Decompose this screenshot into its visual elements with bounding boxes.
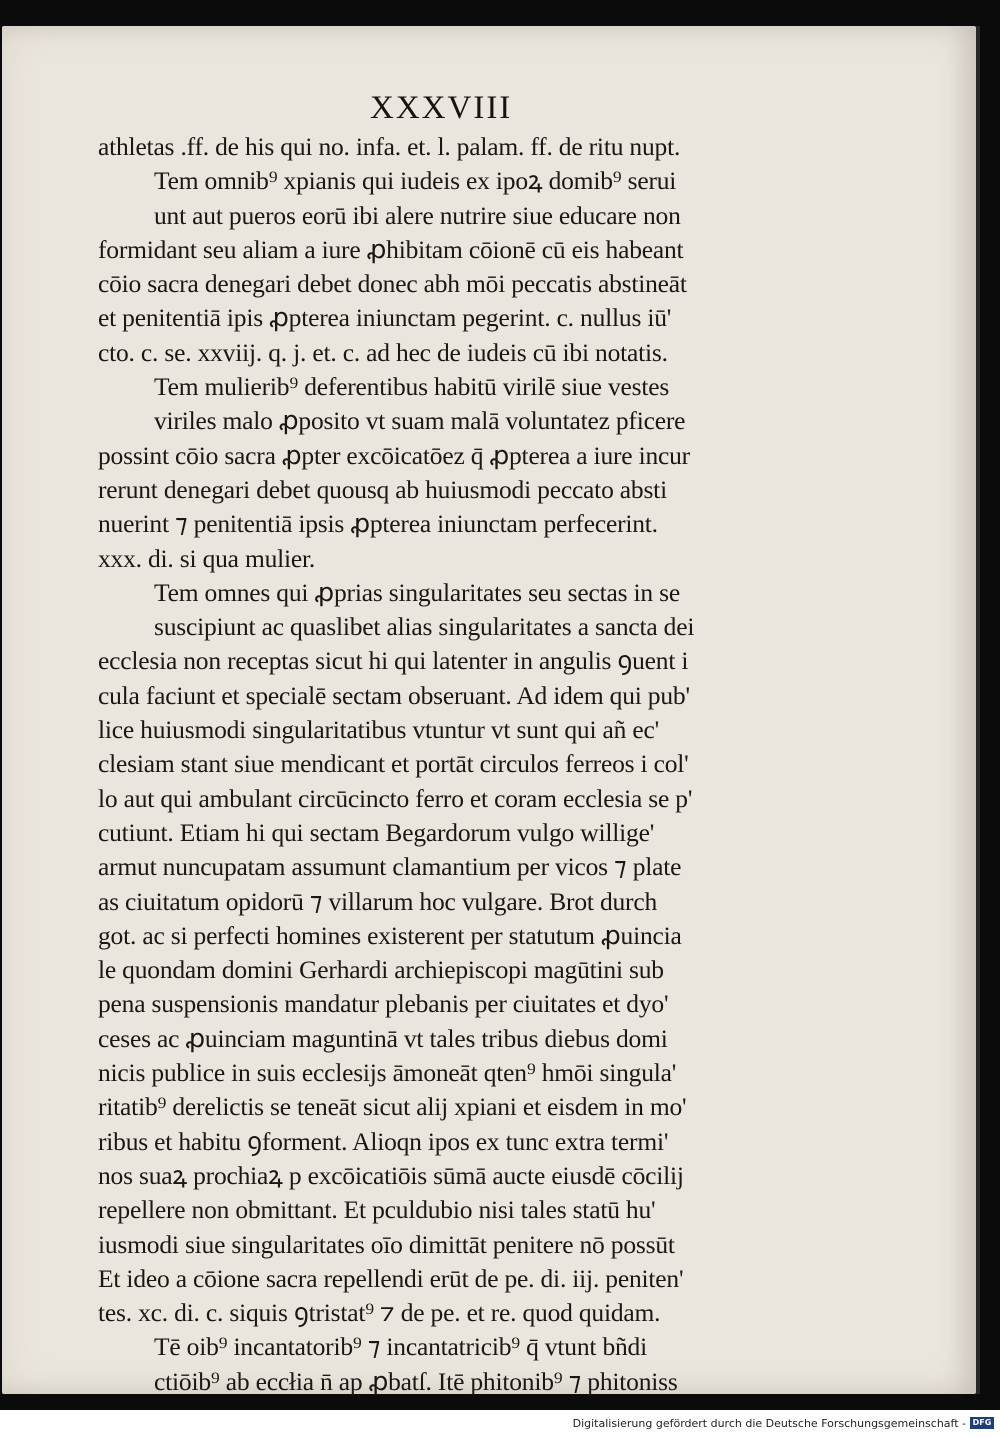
text-line: repellere non obmittant. Et pculdubio nisi tales statū hu'	[98, 1195, 656, 1225]
text-line: Tem omnib⁹ xpianis qui iudeis ex ipoꝝ domib⁹ serui	[154, 166, 677, 196]
text-line: Tē oib⁹ incantatorib⁹ ⁊ incantatricib⁹ q̄ vtunt bñdi	[154, 1332, 647, 1362]
text-line: formidant seu aliam a iure ꝓhibitam cōionē cū eis habeant	[98, 234, 684, 264]
text-line: le quondam domini Gerhardi archiepiscopi magūtini sub	[98, 955, 664, 985]
text-line: tes. xc. di. c. siquis ꝯtristat⁹ ⁊ de pe. et re. quod quidam.	[98, 1298, 661, 1328]
text-line: suscipiunt ac quaslibet alias singularitates a sancta dei	[154, 612, 695, 642]
text-line: et penitentiā ipis ꝓpterea iniunctam pegerint. c. nullus iū'	[98, 303, 672, 333]
text-line: cōio sacra denegari debet donec abh mōi peccatis abstineāt	[98, 269, 687, 299]
text-line: nicis publice in suis ecclesijs āmoneāt qten⁹ hmōi singula'	[98, 1058, 677, 1088]
text-line: possint cōio sacra ꝓpter excōicatōez q̄ ꝓpterea a iure incur	[98, 440, 690, 470]
funding-notice: Digitalisierung gefördert durch die Deutsche Forschungsgemeinschaft -	[572, 1417, 966, 1430]
text-line: unt aut pueros eorū ibi alere nutrire siue educare non	[154, 200, 681, 230]
text-line: cto. c. se. xxviij. q. j. et. c. ad hec de iudeis cū ibi notatis.	[98, 337, 668, 367]
text-line: xxx. di. si qua mulier.	[98, 543, 316, 573]
text-line: nos suaꝝ prochiaꝝ p excōicatiōis sūmā aucte eiusdē cōcilij	[98, 1160, 684, 1190]
text-line: Tem mulierib⁹ deferentibus habitū virilē siue vestes	[154, 372, 670, 402]
text-line: ceses ac ꝓuinciam maguntinā vt tales tribus diebus domi	[98, 1023, 668, 1053]
folio-number: XXXVIII	[370, 90, 513, 126]
text-line: ribus et habitu ꝯforment. Alioqn ipos ex tunc extra termi'	[98, 1126, 669, 1156]
text-line: ctiōib⁹ ab eccłia n̄ ap ꝓbatſ. Itē phitonib⁹ ⁊ phitoniss	[154, 1366, 678, 1396]
text-line: rerunt denegari debet quousq ab huiusmodi peccato absti	[98, 474, 667, 504]
page-edge	[976, 26, 980, 1394]
text-line: got. ac si perfecti homines existerent per statutum ꝓuincia	[98, 920, 682, 950]
text-line: lice huiusmodi singularitatibus vtuntur vt sunt qui añ ec'	[98, 715, 660, 745]
text-line: armut nuncupatam assumunt clamantium per vicos ⁊ plate	[98, 852, 682, 882]
text-line: Et ideo a cōione sacra repellendi erūt de pe. di. iij. peniten'	[98, 1263, 684, 1293]
text-line: pena suspensionis mandatur plebanis per ciuitates et dyo'	[98, 989, 669, 1019]
dfg-logo-icon: DFG	[970, 1417, 994, 1429]
text-line: iusmodi siue singularitates oīo dimittāt penitere nō possūt	[98, 1229, 675, 1259]
text-line: ecclesia non receptas sicut hi qui latenter in angulis ꝯuent i	[98, 646, 689, 676]
text-line: Tem omnes qui ꝓprias singularitates seu sectas in se	[154, 577, 680, 607]
text-line: athletas .ff. de his qui no. infa. et. l. palam. ff. de ritu nupt.	[98, 132, 681, 161]
text-line: clesiam stant siue mendicant et portāt circulos ferreos i col'	[98, 749, 689, 779]
text-line: cutiunt. Etiam hi qui sectam Begardorum vulgo willige'	[98, 817, 655, 847]
footer-bar	[0, 1410, 1000, 1437]
text-line: ritatib⁹ derelictis se teneāt sicut alij xpiani et eisdem in mo'	[98, 1092, 687, 1122]
text-line: viriles malo ꝓposito vt suam malā voluntatez pficere	[154, 406, 686, 436]
text-block	[98, 130, 898, 1399]
text-line: lo aut qui ambulant circūcincto ferro et coram ecclesia se p'	[98, 783, 693, 813]
text-line: nuerint ⁊ penitentiā ipsis ꝓpterea iniunctam perfecerint.	[98, 509, 658, 539]
text-line: as ciuitatum opidorū ⁊ villarum hoc vulgare. Brot durch	[98, 886, 658, 916]
text-line: cula faciunt et specialē sectam obseruant. Ad idem qui pub'	[98, 680, 690, 710]
